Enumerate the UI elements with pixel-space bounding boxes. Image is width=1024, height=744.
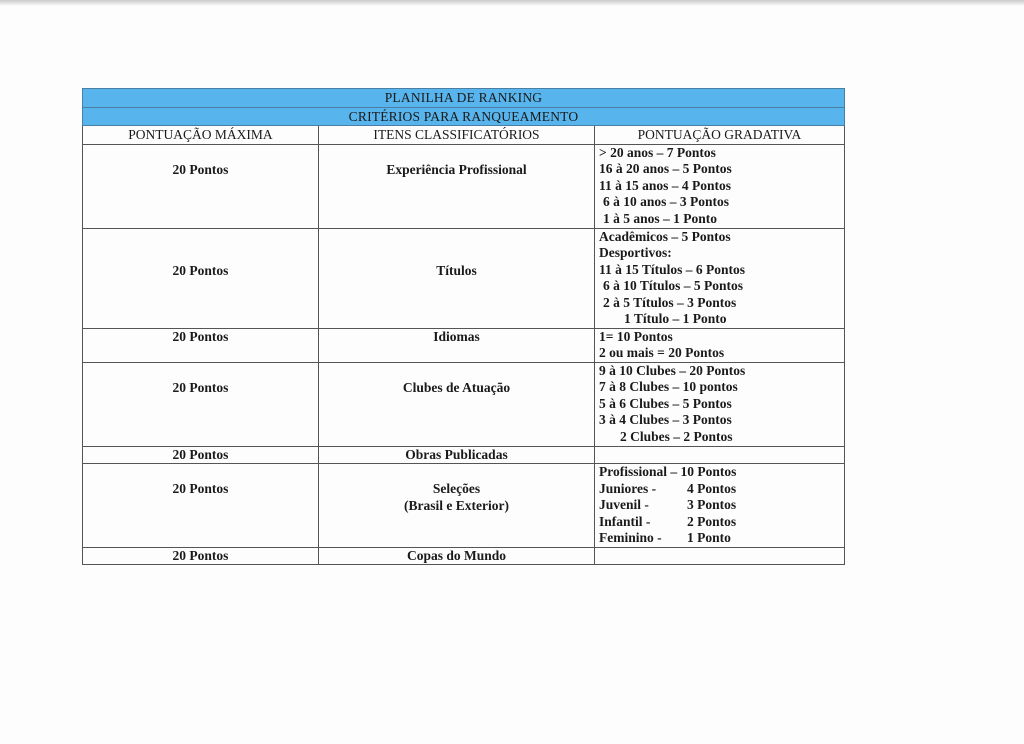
grad-line: 11 à 15 Títulos – 6 Pontos <box>599 261 746 277</box>
grad-line: 1 à 5 anos – 1 Ponto <box>603 210 718 226</box>
grad-label: Juniores - <box>599 480 657 496</box>
grad-line: 16 à 20 anos – 5 Pontos <box>599 161 732 176</box>
grad-line: 1= 10 Pontos <box>599 328 673 344</box>
ranking-table <box>82 88 845 565</box>
scan-shadow <box>0 0 1024 6</box>
table-row <box>83 144 845 228</box>
gradual-scores <box>595 446 845 464</box>
table-row <box>83 547 845 565</box>
grad-line: Profissional – 10 Pontos <box>599 464 737 479</box>
column-header-items: ITENS CLASSIFICATÓRIOS <box>319 126 595 145</box>
item-label: Copas do Mundo <box>319 547 595 565</box>
grad-line: 2 Clubes – 2 Pontos <box>620 428 733 444</box>
grad-line <box>599 530 840 547</box>
grad-line: 1 Título – 1 Ponto <box>624 311 727 326</box>
grad-line: > 20 anos – 7 Pontos <box>599 144 716 160</box>
grad-label: Juvenil - <box>599 497 649 512</box>
item-label-line: (Brasil e Exterior) <box>404 497 509 513</box>
column-header-gradual: PONTUAÇÃO GRADATIVA <box>595 126 845 145</box>
grad-line <box>599 481 840 498</box>
grad-value: 1 Ponto <box>687 530 731 545</box>
grad-value: 3 Pontos <box>687 497 737 512</box>
grad-line: 3 à 4 Clubes – 3 Pontos <box>599 412 732 427</box>
item-label <box>319 464 595 548</box>
grad-line: 5 à 6 Clubes – 5 Pontos <box>599 395 732 411</box>
grad-line <box>599 497 840 514</box>
item-label: Títulos <box>319 228 595 328</box>
gradual-scores <box>595 228 845 328</box>
item-label: Obras Publicadas <box>319 446 595 464</box>
table-subtitle: CRITÉRIOS PARA RANQUEAMENTO <box>83 107 845 126</box>
grad-label: Infantil - <box>599 513 651 529</box>
table-row <box>83 328 845 362</box>
item-label-line: Seleções <box>432 481 481 496</box>
grad-line: 6 à 10 anos – 3 Pontos <box>603 194 730 209</box>
subtitle-row <box>83 107 845 126</box>
max-score: 20 Pontos <box>83 228 319 328</box>
gradual-scores <box>595 144 845 228</box>
grad-line: Desportivos: <box>599 245 672 260</box>
grad-line <box>599 514 840 531</box>
grad-line: Acadêmicos – 5 Pontos <box>599 228 731 244</box>
gradual-scores <box>595 362 845 446</box>
table-row <box>83 464 845 548</box>
grad-line: 9 à 10 Clubes – 20 Pontos <box>599 362 746 378</box>
table-row <box>83 228 845 328</box>
gradual-scores <box>595 328 845 362</box>
max-score: 20 Pontos <box>83 464 319 548</box>
table-row <box>83 446 845 464</box>
item-label: Clubes de Atuação <box>319 362 595 446</box>
grad-line: 7 à 8 Clubes – 10 pontos <box>599 379 738 394</box>
title-row <box>83 89 845 108</box>
grad-line: 2 à 5 Títulos – 3 Pontos <box>603 294 737 310</box>
grad-value: 4 Pontos <box>687 480 737 496</box>
grad-label: Feminino - <box>599 530 662 545</box>
max-score: 20 Pontos <box>83 446 319 464</box>
max-score: 20 Pontos <box>83 362 319 446</box>
max-score: 20 Pontos <box>83 328 319 362</box>
column-header-max: PONTUAÇÃO MÁXIMA <box>83 126 319 145</box>
gradual-scores <box>595 547 845 565</box>
item-label: Idiomas <box>319 328 595 362</box>
max-score: 20 Pontos <box>83 144 319 228</box>
grad-value: 2 Pontos <box>687 513 737 529</box>
max-score: 20 Pontos <box>83 547 319 565</box>
grad-line: 11 à 15 anos – 4 Pontos <box>599 177 732 193</box>
table-title: PLANILHA DE RANKING <box>83 89 845 108</box>
item-label: Experiência Profissional <box>319 144 595 228</box>
grad-line: 2 ou mais = 20 Pontos <box>599 345 725 360</box>
table-row <box>83 362 845 446</box>
gradual-scores <box>595 464 845 548</box>
grad-line: 6 à 10 Títulos – 5 Pontos <box>603 278 744 293</box>
column-header-row <box>83 126 845 145</box>
